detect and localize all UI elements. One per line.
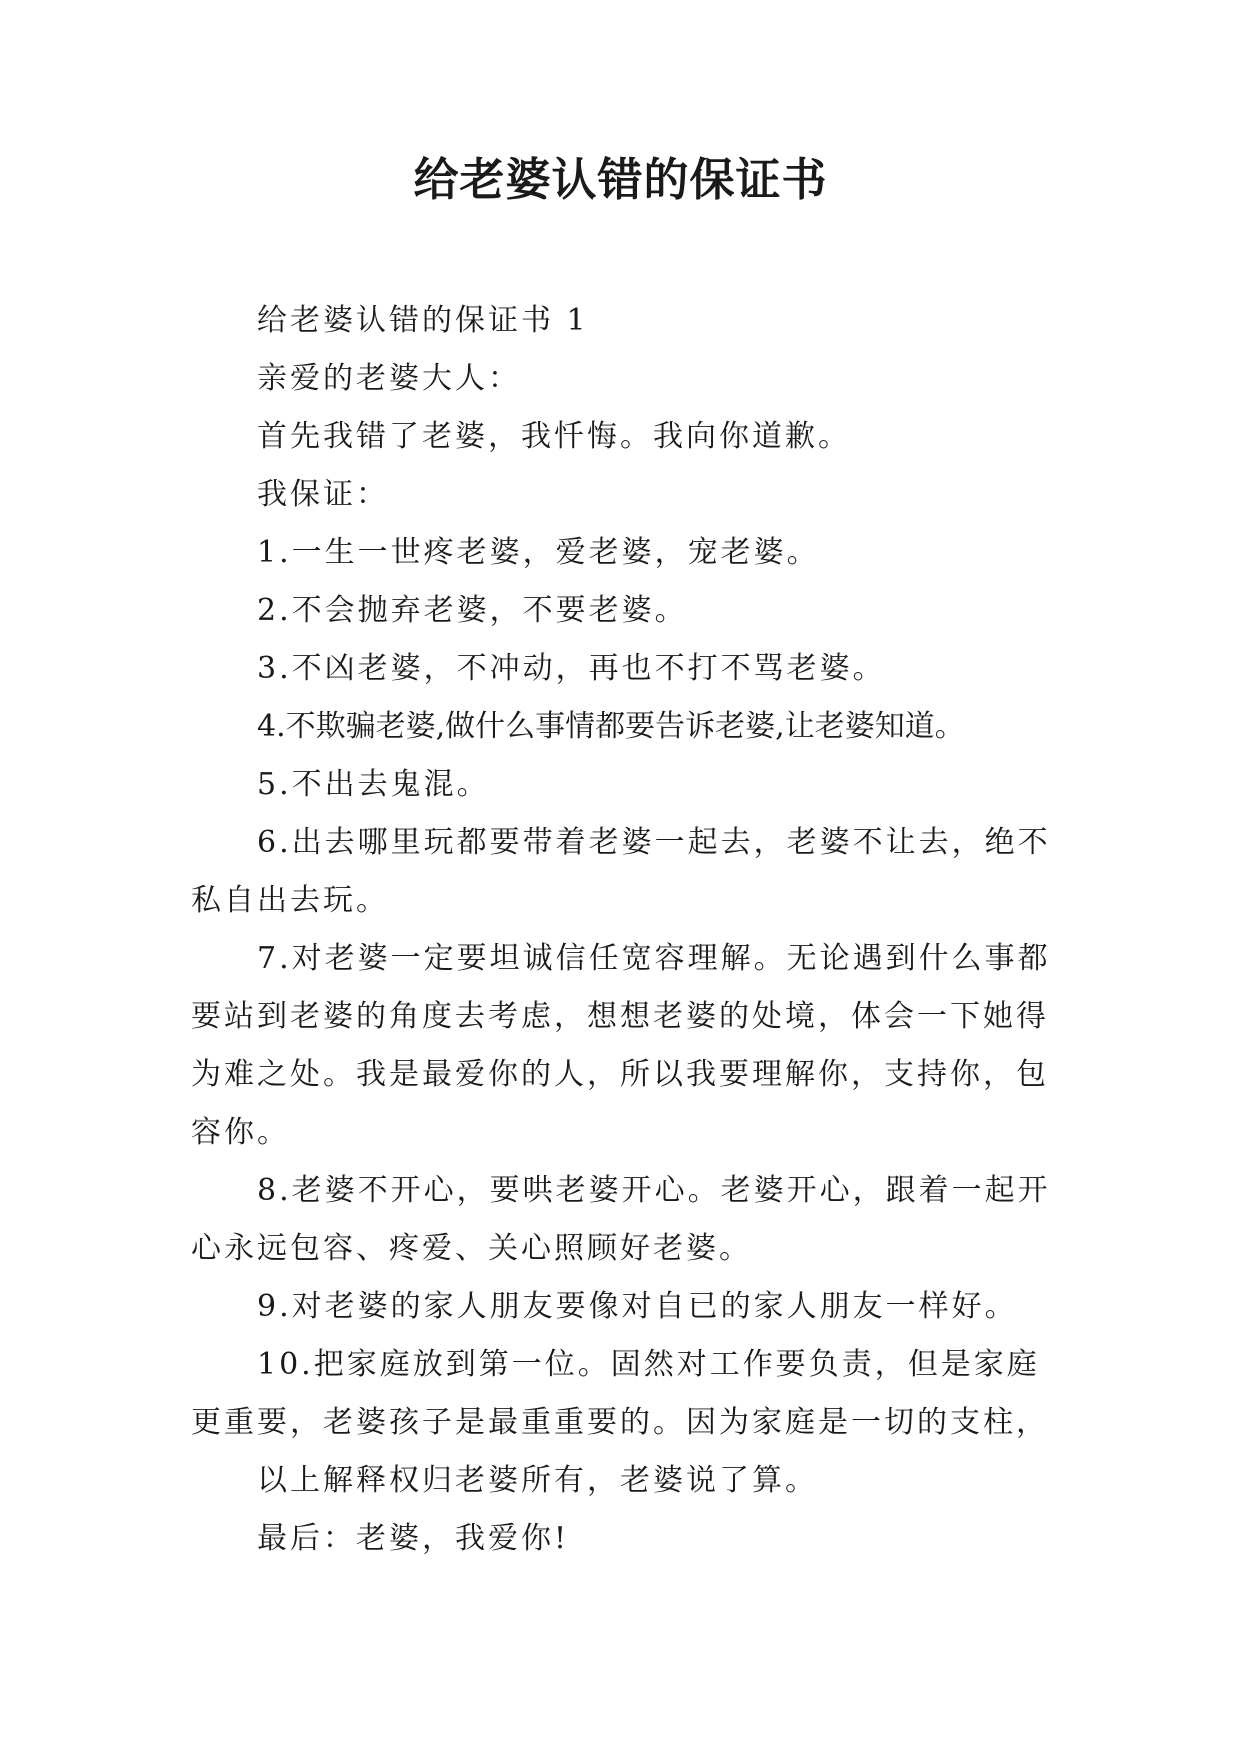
promise-item-7: 7.对老婆一定要坦诚信任宽容理解。无论遇到什么事都要站到老婆的角度去考虑，想想老婆的处境，体会一下她得为难之处。我是最爱你的人，所以我要理解你，支持你，包容你。 — [191, 941, 1051, 1150]
promise-item-6: 6.出去哪里玩都要带着老婆一起去，老婆不让去，绝不私自出去玩。 — [191, 825, 1051, 918]
promise-item-5: 5.不出去鬼混。 — [257, 767, 490, 802]
apology-paragraph: 首先我错了老婆，我忏悔。我向你道歉。 — [257, 419, 851, 454]
promise-item-10: 10.把家庭放到第一位。固然对工作要负责，但是家庭更重要，老婆孩子是最重重要的。因为家庭是一切的支柱， — [191, 1347, 1049, 1440]
section-heading: 给老婆认错的保证书 1 — [257, 303, 589, 338]
promise-item-3: 3.不凶老婆，不冲动，再也不打不骂老婆。 — [257, 651, 886, 686]
promise-intro: 我保证： — [257, 477, 389, 512]
promise-item-9: 9.对老婆的家人朋友要像对自已的家人朋友一样好。 — [257, 1289, 1018, 1324]
closing-line: 最后：老婆，我爱你! — [257, 1521, 570, 1556]
authority-statement: 以上解释权归老婆所有，老婆说了算。 — [257, 1463, 818, 1498]
document-title: 给老婆认错的保证书 — [413, 153, 828, 206]
salutation: 亲爱的老婆大人： — [257, 361, 521, 396]
promise-item-4: 4.不欺骗老婆,做什么事情都要告诉老婆,让老婆知道。 — [257, 709, 965, 744]
promise-item-2: 2.不会抛弃老婆，不要老婆。 — [257, 593, 688, 628]
document-body — [191, 292, 1061, 1568]
promise-item-8: 8.老婆不开心，要哄老婆开心。老婆开心，跟着一起开心永远包容、疼爱、关心照顾好老婆。 — [191, 1173, 1051, 1266]
promise-item-1: 1.一生一世疼老婆，爱老婆，宠老婆。 — [257, 535, 820, 570]
